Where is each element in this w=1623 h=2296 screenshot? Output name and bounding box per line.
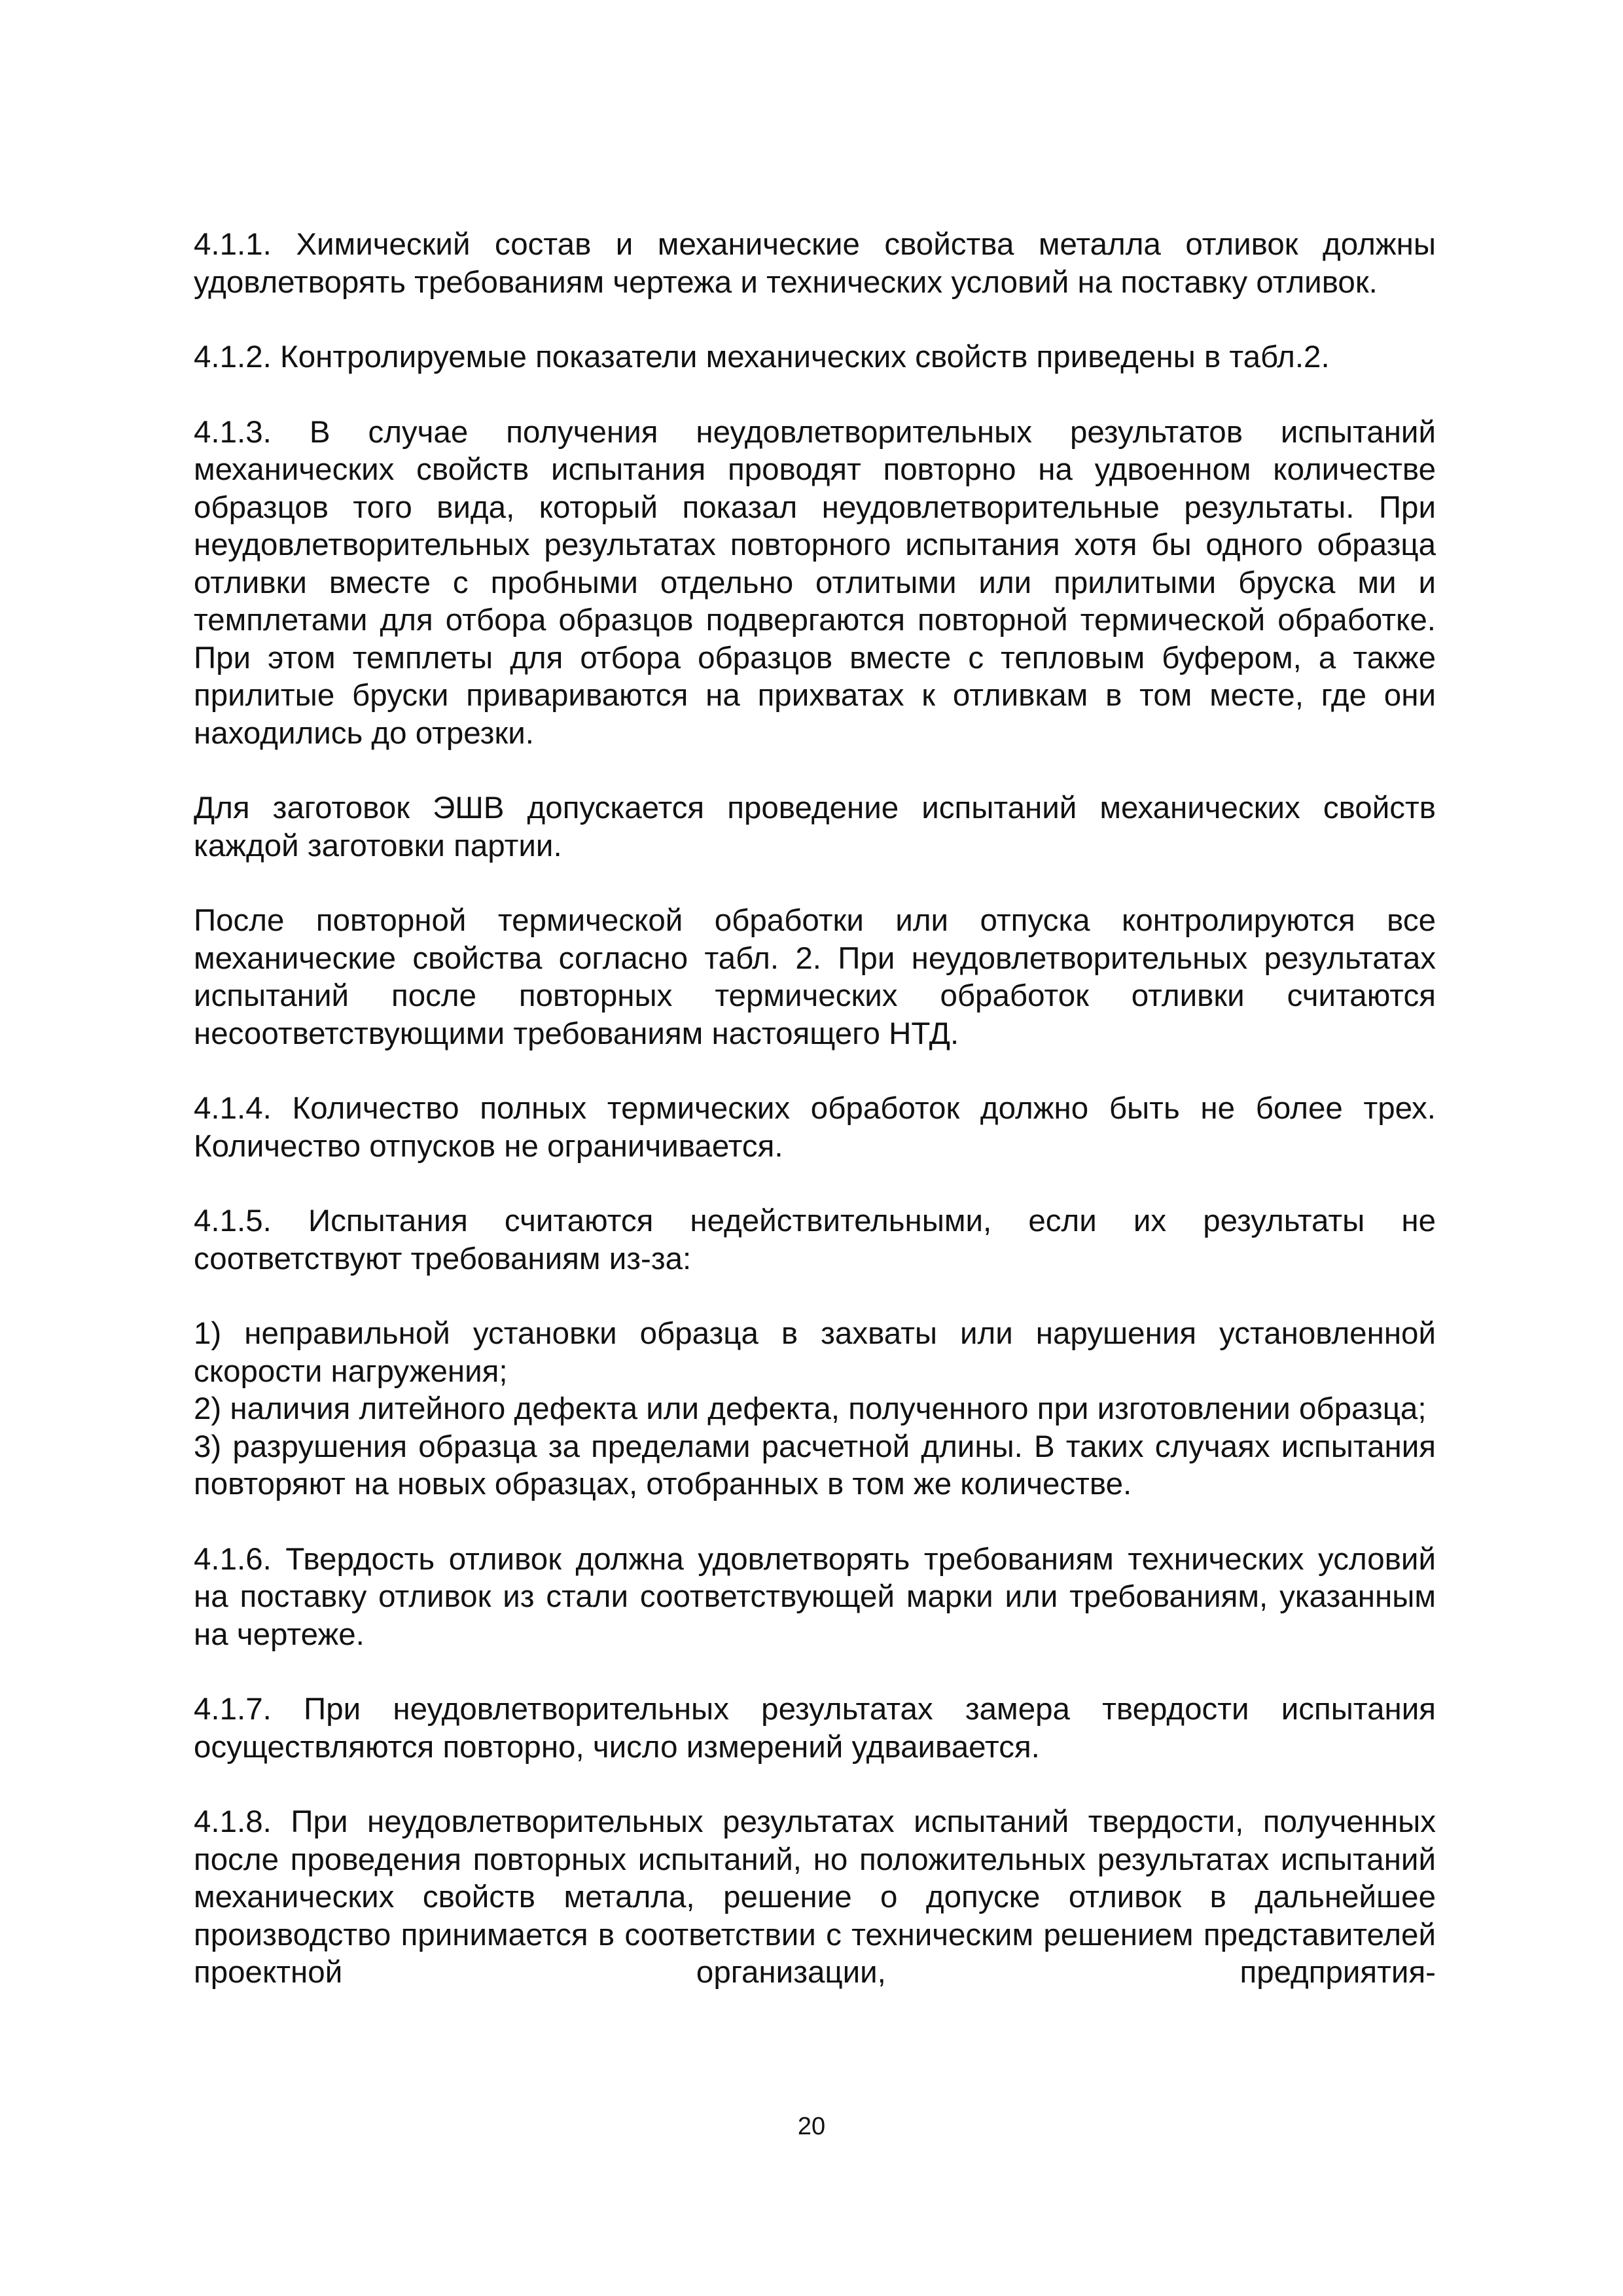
- paragraph-repeat-heat-treatment: После повторной термической обработки или отпуска контролируются все механические свойства согласно табл. 2. При неудовлетворительных результатах испытаний после повторных термических обработок отливки считаются несоответствующими требованиям настоящего НТД.: [194, 903, 1436, 1051]
- list-item: 1) неправильной установки образца в захваты или нарушения установленной скорости нагружения;: [194, 1316, 1436, 1389]
- clause-4-1-5: 4.1.5. Испытания считаются недействительными, если их результаты не соответствуют требованиям из-за:: [194, 1204, 1436, 1276]
- clause-4-1-6: 4.1.6. Твердость отливок должна удовлетворять требованиям технических условий на поставку отливок из стали соответствующей марки или требованиям, указанным на чертеже.: [194, 1541, 1436, 1652]
- page-number: 20: [797, 2113, 826, 2140]
- list-item: 3) разрушения образца за пределами расчетной длины. В таких случаях испытания повторяют на новых образцах, отобранных в том же количестве.: [194, 1429, 1436, 1501]
- clause-4-1-8: 4.1.8. При неудовлетворительных результатах испытаний твердости, полученных после проведения повторных испытаний, но положительных результатах испытаний механических свойств металла, решение о допуске отливок в дальнейшее производство принимается в соответствии с техническим решением представителей проектной организации, предприятия-: [194, 1804, 1436, 1990]
- clause-4-1-3: 4.1.3. В случае получения неудовлетворительных результатов испытаний механических свойств испытания проводят повторно на удвоенном количестве образцов того вида, который показал неудовлетворительные результаты. При неудовлетворительных результатах повторного испытания хотя бы одного образца отливки вместе с пробными отдельно отлитыми или прилитыми бруска ми и темплетами для отбора образцов подвергаются повторной термической обработке. При этом темплеты для отбора образцов вместе с тепловым буфером, а также прилитые бруски привариваются на прихватах к отливкам в том месте, где они находились до отрезки.: [194, 414, 1436, 751]
- list-item: 2) наличия литейного дефекта или дефекта, полученного при изготовлении образца;: [194, 1391, 1427, 1426]
- page-body: [194, 226, 1436, 1992]
- clause-4-1-4: 4.1.4. Количество полных термических обработок должно быть не более трех. Количество отпусков не ограничивается.: [194, 1091, 1436, 1164]
- paragraph-eshv-blanks: Для заготовок ЭШВ допускается проведение испытаний механических свойств каждой заготовки партии.: [194, 791, 1436, 863]
- clause-4-1-2: 4.1.2. Контролируемые показатели механических свойств приведены в табл.2.: [194, 340, 1330, 374]
- clause-4-1-7: 4.1.7. При неудовлетворительных результатах замера твердости испытания осуществляются повторно, число измерений удваивается.: [194, 1692, 1436, 1765]
- clause-4-1-1: 4.1.1. Химический состав и механические свойства металла отливок должны удовлетворять требованиям чертежа и технических условий на поставку отливок.: [194, 227, 1436, 300]
